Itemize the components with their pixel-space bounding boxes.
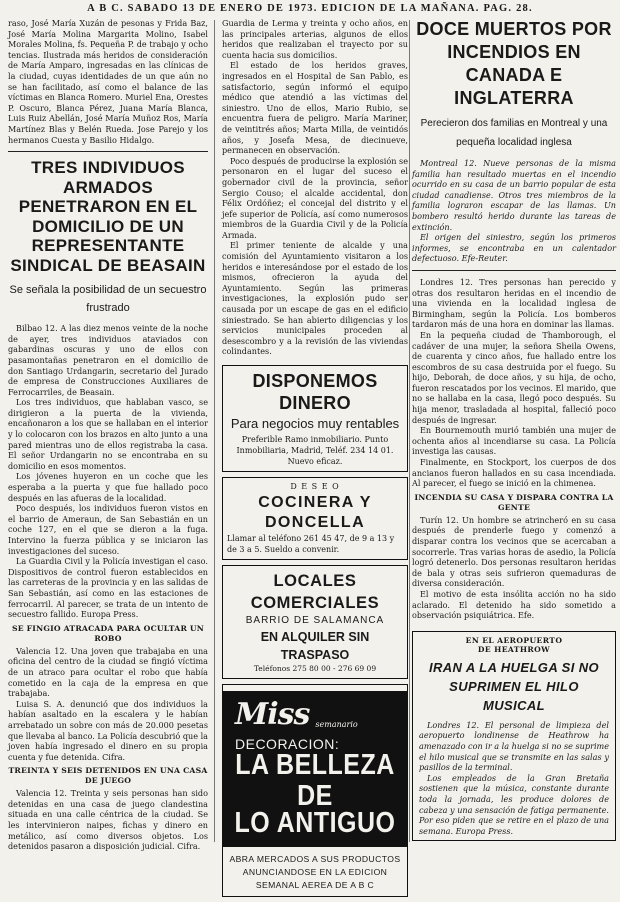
heathrow-kicker: EN EL AEROPUERTO — [465, 635, 563, 645]
money-ad-subtitle: Para negocios muy rentables — [230, 416, 400, 431]
miss-logo-subtitle: semanario — [315, 720, 358, 730]
middle-column — [222, 18, 408, 902]
divider — [8, 151, 208, 152]
miss-ad-line1: LA BELLEZA DE — [235, 748, 395, 812]
premises-ad-offer: EN ALQUILER SIN TRASPASO — [260, 629, 370, 662]
heathrow-kicker: DE HEATHROW — [477, 645, 551, 655]
heathrow-box — [412, 631, 616, 842]
continued-article-text: raso, José María Xuzán de pesonas y Frida Baz, José María Molina Margarita Molino, Isabel Morales Molina, fs. Pequeña P. de trabajo y ocho tencias. Ilustrada más heridos de consideración de María Amparo, ingresadas en las clínicas de la ciudad, cuyas identidades de un que aún no se han facilitado, así como el balance de las víctimas en Blanca Romero. Muriel Ena, Orestes P. Oscuro, Blanca Pérez, Juana María Blanca, Luis Ruiz Abellán, José María Muñoz Ros, María Martínez Blas y Belén Rueda. Jose Parejo y los hermanos Cuesta y Basilio Hidalgo. — [8, 18, 208, 145]
beasain-paragraph: Poco después, los individuos fueron vistos en el barrio de Ameraun, de San Sebastián en un coche 127, en el que se dieron a la fuga. Intervino la fuerza pública y se iniciaron las investigaciones del suceso. — [8, 503, 208, 556]
beasain-paragraph: Los tres individuos, que hablaban vasco, se dirigieron a la puerta de la vivienda, encañonaron a los que se hallaban en el interior y lo colocaron con los brazos en alto junto a una pared mientras uno de ellos registraba la casa. El señor Urdangarin no se encontraba en su domicilio en esos momentos. — [8, 397, 208, 471]
miss-ad-panel — [223, 691, 407, 847]
explosion-paragraph: Poco después de producirse la explosión se personaron en el lugar del suceso el gobernador civil de la provincia, señor Sergio Couso; el alcalde accidental, don Félix Ordóñez; el concejal del distrito y el jefe superior de Policía, así como numerosos miembros de la Guardia Civil y de la Policía Armada. — [222, 155, 408, 240]
fires-deck: Perecieron dos familias en Montreal y una pequeña localidad inglesa — [420, 118, 608, 148]
heathrow-paragraph: Los empleados de la Gran Bretaña sostienen que la música, constante durante toda la jornada, les produce dolores de cabeza y una sensación de fatiga permanente. Por eso piden que se retire en el plazo de una semana. Europa Press. — [419, 772, 609, 836]
miss-ad — [222, 684, 408, 897]
premises-ad-title: LOCALES COMERCIALES — [250, 571, 380, 612]
left-column — [8, 18, 208, 852]
premises-ad-phone: Teléfonos 275 80 00 - 276 69 09 — [253, 663, 377, 673]
page-header: A B C. SABADO 13 DE ENERO DE 1973. EDICION DE LA MAÑANA. PAG. 28. — [87, 3, 533, 14]
column-rule-right — [409, 20, 410, 842]
explosion-paragraph: Guardia de Lerma y treinta y ocho años, en las principales arterias, algunos de ellos heridos que realizaban el trayecto por su cuenta hacia sus domicilios. — [222, 18, 408, 60]
money-ad — [222, 365, 408, 472]
premises-ad — [222, 565, 408, 680]
robbery-subheading: SE FINGIO ATRACADA PARA OCULTAR UN ROBO — [11, 623, 205, 643]
beasain-paragraph: Los jóvenes huyeron en un coche que les esperaba a la puerta y que fue hallado poco después en las afueras de la localidad. — [8, 471, 208, 503]
turin-subheading: INCENDIA SU CASA Y DISPARA CONTRA LA GENTE — [414, 492, 614, 512]
money-ad-text: Preferible Ramo inmobiliario. Punto Inmobiliaria, Madrid, Teléf. 234 14 01. Nuevo eficaz. — [236, 435, 394, 466]
beasain-paragraph: Bilbao 12. A las diez menos veinte de la noche de ayer, tres individuos ataviados con gabardinas oscuras y uno de ellos con pasamontañas penetraron en el domicilio de don Santiago Urdangarin, secretario del Jurado de empresa de Construcciones Auxiliares de Ferrocarriles, de Beasain. — [8, 323, 208, 397]
cook-ad-text: Llamar al teléfono 261 45 47, de 9 a 13 y de 3 a 5. Sueldo a convenir. — [227, 533, 395, 554]
cook-ad-kicker: D E S E O — [290, 482, 340, 491]
gambling-paragraph: Valencia 12. Treinta y seis personas han sido detenidas en una casa de juego clandestina situada en una calle céntrica de la ciudad. Se les intervinieron naipes, fichas y dinero en metálico, así como diversos objetos. Los detenidos pasaron a disposición judicial. Cifra. — [8, 788, 208, 852]
beasain-headline: TRES INDIVIDUOS ARMADOS PENETRARON EN EL DOMICILIO DE UN REPRESENTANTE SINDICAL DE BEASAIN — [10, 158, 206, 275]
turin-paragraph: Turín 12. Un hombre se atrincheró en su casa después de prenderle fuego y comenzó a disparar contra los vecinos que se acercaban a socorrerle. Tras varias horas de asedio, la Policía logró detenerlo. Dos personas resultaron heridas de bala y otras seis sufrieron quemaduras de diversa consideración. — [412, 514, 616, 589]
money-ad-title: DISPONEMOS DINERO — [252, 371, 378, 413]
export-ad-text: ABRA MERCADOS A SUS PRODUCTOS ANUNCIANDOSE EN LA EDICION SEMANAL AEREA DE A B C — [229, 853, 401, 890]
fires-paragraph: Londres 12. Tres personas han perecido y otras dos resultaron heridas en el incendio de una vivienda en la localidad inglesa de Birmingham, según la Policía. Los bomberos tardaron más de una hora en dominar las llamas. — [412, 276, 616, 330]
premises-ad-subtitle: BARRIO DE SALAMANCA — [245, 614, 385, 626]
fires-paragraph: El origen del siniestro, según los primeros informes, se encontraba en un calentador defectuoso. Efe-Reuter. — [412, 232, 616, 264]
fires-paragraph: Finalmente, en Stockport, los cuerpos de dos ancianos fueron hallados en su casa incendiada. Al parecer, el fuego se inició en la chimenea. — [412, 457, 616, 489]
cook-ad-title: COCINERA Y DONCELLA — [258, 493, 372, 531]
fires-headline: DOCE MUERTOS POR INCENDIOS EN CANADA E INGLATERRA — [416, 19, 612, 108]
beasain-paragraph: La Guardia Civil y la Policía investigan el caso. Dispositivos de control fueron establecidos en las carreteras de la provincia y en las salidas de San Sebastián, así como en las estaciones de ferrocarril. Al parecer, se trata de un intento de secuestro fallido. Europa Press. — [8, 556, 208, 620]
right-column — [412, 18, 616, 841]
explosion-paragraph: El estado de los heridos graves, ingresados en el Hospital de San Pablo, es satisfactorio, según informó el equipo médico que atendió a las víctimas del siniestro. Uno de ellos, Mario Rubio, se encuentra fuera de peligro. María Mariner, de veintitrés años; Marta Milla, de veintidós años, y Josefa Mesa, de diecinueve, permanecen en observación. — [222, 60, 408, 156]
cook-ad — [222, 477, 408, 560]
turin-paragraph: El motivo de esta insólita acción no ha sido aclarado. El detenido ha sido sometido a observación psiquiátrica. Efe. — [412, 588, 616, 621]
fires-paragraph: Montreal 12. Nueve personas de la misma familia han resultado muertas en el incendio ocurrido en su casa de un barrio popular de esta ciudad canadiense. Otros tres miembros de la familia lograron escapar de las llamas. Un bombero resultó herido durante las tareas de extinción. — [412, 158, 616, 232]
miss-logo: Miss — [235, 697, 310, 733]
fires-paragraph: En Bournemouth murió también una mujer de ochenta años al incendiarse su casa. La Policía investiga las causas. — [412, 425, 616, 457]
miss-ad-section: DECORACION: — [235, 736, 340, 753]
beasain-deck: Se señala la posibilidad de un secuestro frustrado — [9, 284, 207, 315]
divider — [412, 270, 616, 271]
heathrow-headline: IRAN A LA HUELGA SI NO SUPRIMEN EL HILO MUSICAL — [428, 659, 600, 713]
miss-ad-line2: LO ANTIGUO — [234, 806, 396, 839]
explosion-paragraph: El primer teniente de alcalde y una comisión del Ayuntamiento visitaron a los heridos e interesándose por el estado de los mismos, ofrecieron la ayuda del Ayuntamiento. Según las primeras investigaciones, la explosión pudo ser causada por un escape de gas en el edificio siniestrado. Se han abierto diligencias y los servicios municipales proceden al desescombro y a la revisión de las viviendas colindantes. — [222, 240, 408, 357]
robbery-paragraph: Valencia 12. Una joven que trabajaba en una oficina del centro de la ciudad se fingió víctima de un atraco para ocultar el robo que había cometido en la caja de la empresa en que trabajaba. — [8, 645, 208, 699]
heathrow-paragraph: Londres 12. El personal de limpieza del aeropuerto londinense de Heathrow ha amenazado con ir a la huelga si no se suprime el hilo musical que se transmite en las salas y pasillos de la terminal. — [419, 719, 609, 773]
column-rule-left — [214, 20, 215, 842]
gambling-subheading: TREINTA Y SEIS DETENIDOS EN UNA CASA DE JUEGO — [8, 766, 208, 786]
robbery-paragraph: Luisa S. A. denunció que dos individuos la habían asaltado en la escalera y le habían arrebatado un sobre con más de 20.000 pesetas que llevaba al banco. La Policía descubrió que la joven había ingresado el dinero en su propia cuenta y fue detenida. Cifra. — [8, 698, 208, 762]
fires-paragraph: En la pequeña ciudad de Thamborough, el cadáver de una mujer, la señora Sheila Owens, de cuarenta y cinco años, fue hallado entre los escombros de su casa destruida por el fuego. Su hijo, Deborah, de doce años, y su hija, de ocho, fueron rescatados por los vecinos. El marido, que no se hallaba en la casa, llegó poco después. Su hija menor, trasladada al hospital, falleció poco después de ingresar. — [412, 329, 616, 425]
